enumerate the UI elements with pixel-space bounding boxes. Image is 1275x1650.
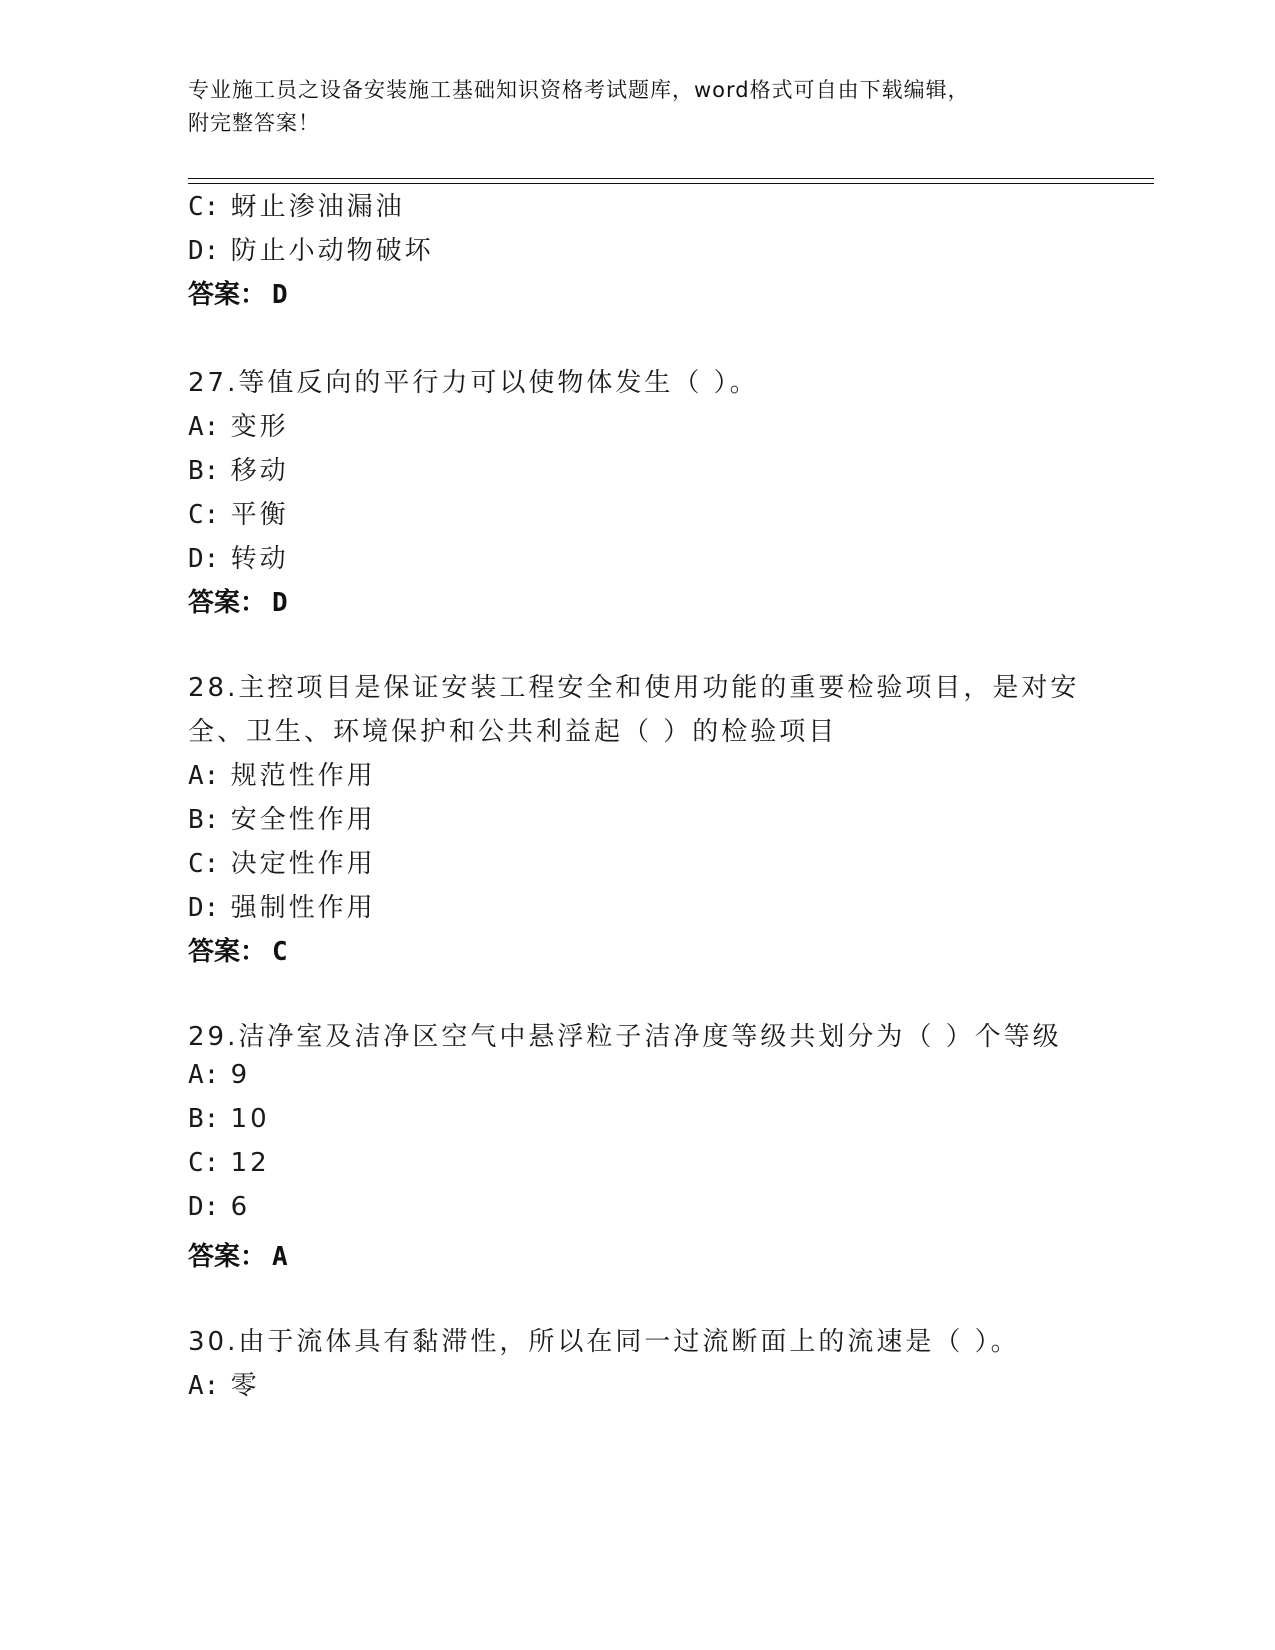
option-c: C: 蚜止渗油漏油 bbox=[188, 192, 405, 222]
header-divider-bottom bbox=[188, 183, 1154, 184]
option-d: D: 转动 bbox=[188, 544, 289, 574]
option-b: B: 安全性作用 bbox=[188, 805, 376, 835]
answer-line: 答案： A bbox=[188, 1242, 288, 1272]
answer-line: 答案： C bbox=[188, 937, 288, 967]
option-b: B: 10 bbox=[188, 1104, 270, 1134]
option-c: C: 决定性作用 bbox=[188, 849, 376, 879]
header-line-2: 附完整答案！ bbox=[188, 111, 320, 135]
question-29-text: 29.洁净室及洁净区空气中悬浮粒子洁净度等级共划分为（ ）个等级 bbox=[188, 1022, 1062, 1052]
option-a: A: 9 bbox=[188, 1060, 251, 1090]
header-divider-top bbox=[188, 178, 1154, 179]
option-c: C: 12 bbox=[188, 1148, 270, 1178]
answer-line: 答案： D bbox=[188, 588, 288, 618]
question-28-text-line-1: 28.主控项目是保证安装工程安全和使用功能的重要检验项目，是对安 bbox=[188, 673, 1080, 703]
answer-line: 答案： D bbox=[188, 280, 288, 310]
question-28-text-line-2: 全、卫生、环境保护和公共利益起（ ）的检验项目 bbox=[188, 717, 838, 747]
option-d: D: 防止小动物破坏 bbox=[188, 236, 434, 266]
option-a: A: 变形 bbox=[188, 412, 289, 442]
option-b: B: 移动 bbox=[188, 456, 289, 486]
option-c: C: 平衡 bbox=[188, 500, 289, 530]
question-30-text: 30.由于流体具有黏滞性，所以在同一过流断面上的流速是（ ）。 bbox=[188, 1327, 1020, 1357]
document-header bbox=[188, 74, 1088, 140]
option-d: D: 6 bbox=[188, 1192, 251, 1222]
question-27-text: 27.等值反向的平行力可以使物体发生（ ）。 bbox=[188, 368, 759, 398]
header-line-1: 专业施工员之设备安装施工基础知识资格考试题库，word格式可自由下载编辑， bbox=[188, 78, 970, 102]
option-a: A: 规范性作用 bbox=[188, 761, 376, 791]
option-a: A: 零 bbox=[188, 1371, 260, 1401]
option-d: D: 强制性作用 bbox=[188, 893, 376, 923]
